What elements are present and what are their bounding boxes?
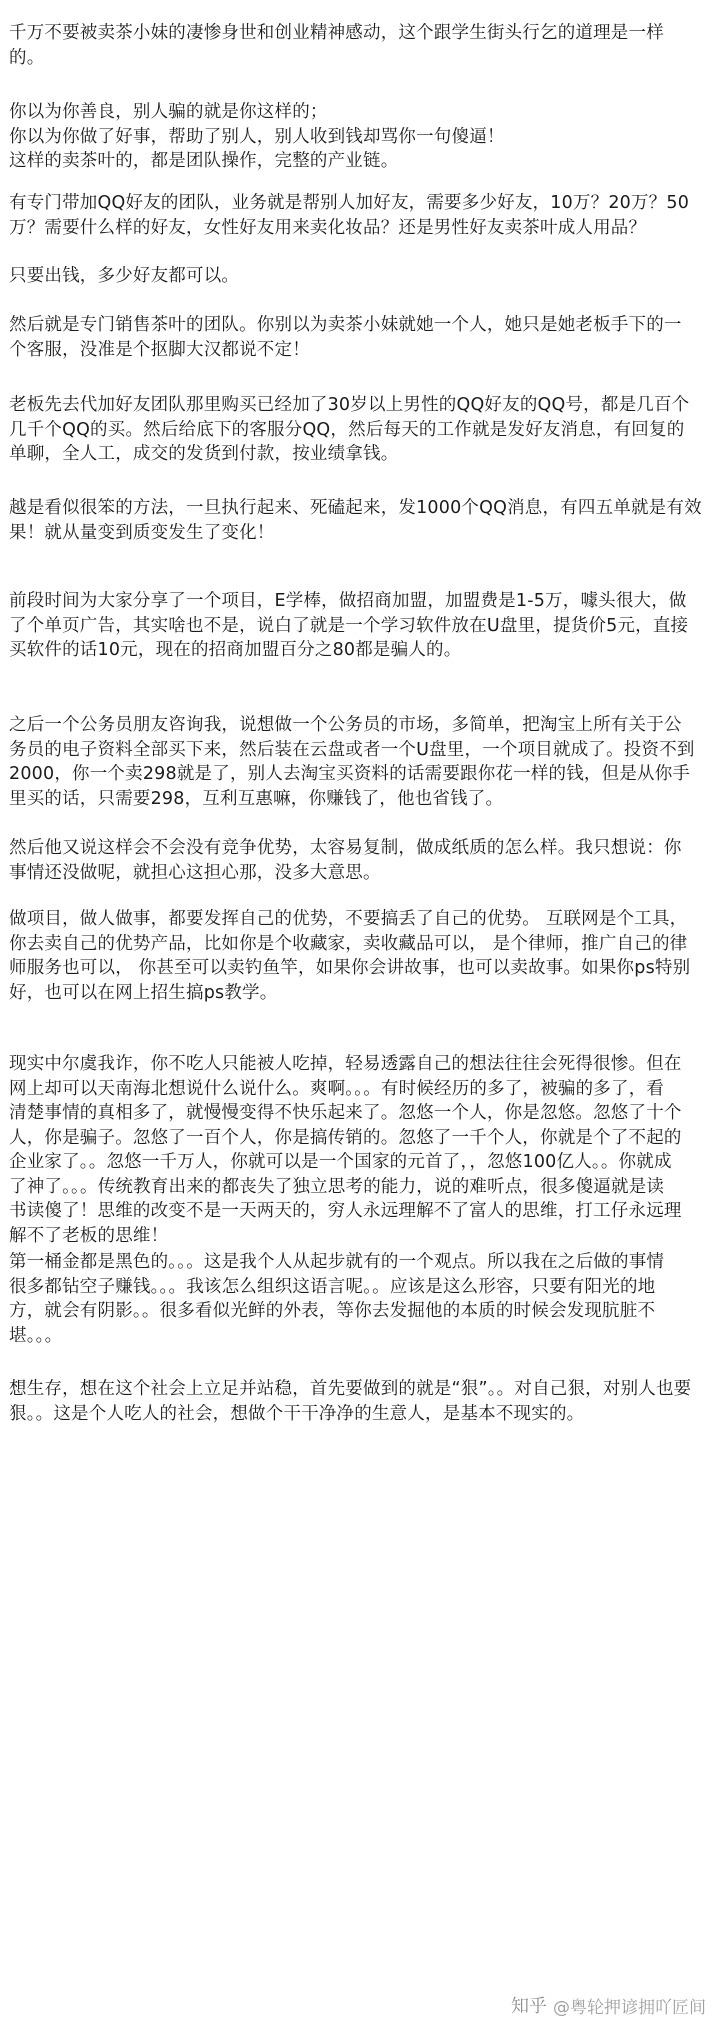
paragraph-14-line-1: 想生存，想在这个社会上立足并站稳，首先要做到的就是“狠”。。对自己狠，对别人也要 xyxy=(9,1379,692,1399)
paragraph-12-line-8: 解不了老板的思维！ xyxy=(9,1225,169,1246)
paragraph-13-line-1: 第一桶金都是黑色的。。。这是我个人从起步就有的一个观点。所以我在之后做的事情 xyxy=(9,1252,665,1272)
paragraph-6-line-3: 单聊，全人工，成交的发货到付款，按业绩拿钱。 xyxy=(9,444,399,464)
paragraph-5-line-1: 然后就是专门销售茶叶的团队。你别以为卖茶小妹就她一个人，她只是她老板手下的一 xyxy=(9,315,682,335)
paragraph-1-line-2: 的。 xyxy=(9,47,45,68)
watermark-author: @粤轮押谚拥吖匠间 xyxy=(553,1997,706,2018)
paragraph-13-line-2: 很多都钻空子赚钱。。。我该怎么组织这语言呢。。应该是这么形容，只要有阳光的地 xyxy=(9,1276,656,1297)
paragraph-12-line-3: 清楚事情的真相多了，就慢慢变得不快乐起来了。忽悠一个人，你是忽悠。忽悠了十个 xyxy=(9,1103,682,1123)
paragraph-11-line-2: 你去卖自己的优势产品，比如你是个收藏家，卖收藏品可以， 是个律师，推广自己的律 xyxy=(9,933,688,954)
paragraph-2-line-2: 你以为你做了好事，帮助了别人，别人收到钱却骂你一句傻逼！ xyxy=(9,126,505,147)
paragraph-10-line-2: 事情还没做呢，就担心这担心那，没多大意思。 xyxy=(9,862,381,883)
paragraph-12-line-2: 网上却可以天南海北想说什么说什么。爽啊。。。有时候经历的多了，被骗的多了，看 xyxy=(9,1078,665,1099)
paragraph-9-line-3: 2000，你一个卖298就是了，别人去淘宝买资料的话需要跟你花一样的钱，但是从你手 xyxy=(9,764,691,784)
paragraph-12-line-4: 人，你是骗子。忽悠了一百个人，你是搞传销的。忽悠了一千个人，你就是个了不起的 xyxy=(9,1127,682,1148)
paragraph-12-line-1: 现实中尔虞我诈，你不吃人只能被人吃掉，轻易透露自己的想法往往会死得很惨。但在 xyxy=(9,1054,682,1074)
paragraph-11-line-4: 好，也可以在网上招生搞ps教学。 xyxy=(9,982,278,1003)
paragraph-6-line-1: 老板先去代加好友团队那里购买已经加了30岁以上男性的QQ好友的QQ号，都是几百个 xyxy=(9,395,690,415)
paragraph-3-line-2: 万？需要什么样的好友，女性好友用来卖化妆品？还是男性好友卖茶叶成人用品？ xyxy=(9,217,647,238)
paragraph-6-line-2: 几千个QQ的买。然后给底下的客服分QQ，然后每天的工作就是发好友消息，有回复的 xyxy=(9,419,685,440)
paragraph-13-line-3: 方，就会有阴影。。很多看似光鲜的外表，等你去发掘他的本质的时候会发现肮脏不 xyxy=(9,1301,656,1321)
paragraph-7-line-1: 越是看似很笨的方法，一旦执行起来、死磕起来，发1000个QQ消息，有四五单就是有效 xyxy=(9,498,702,518)
paragraph-8-line-2: 了个单页广告，其实啥也不是，说白了就是一个学习软件放在U盘里，提货价5元，直接 xyxy=(9,615,689,636)
paragraph-8-line-3: 买软件的话10元，现在的招商加盟百分之80都是骗人的。 xyxy=(9,640,462,660)
paragraph-9-line-4: 里买的话，只需要298，互利互惠嘛，你赚钱了，他也省钱了。 xyxy=(9,788,504,809)
paragraph-2-line-1: 你以为你善良，别人骗的就是你这样的； xyxy=(9,102,328,122)
paragraph-2-line-3: 这样的卖茶叶的，都是团队操作，完整的产业链。 xyxy=(9,151,399,171)
paragraph-7-line-2: 果！就从量变到质变发生了变化！ xyxy=(9,522,275,543)
paragraph-5-line-2: 个客服，没准是个抠脚大汉都说不定！ xyxy=(9,339,310,360)
zhihu-logo-text: 知乎 xyxy=(511,1996,547,2017)
paragraph-11-line-3: 师服务也可以， 你甚至可以卖钓鱼竿，如果你会讲故事，也可以卖故事。如果你ps特别 xyxy=(9,958,691,978)
paragraph-9-line-2: 务员的电子资料全部买下来，然后装在云盘或者一个U盘里，一个项目就成了。投资不到 xyxy=(9,739,695,760)
watermark xyxy=(511,1992,706,2018)
paragraph-11-line-1: 做项目，做人做事，都要发挥自己的优势，不要搞丢了自己的优势。 互联网是个工具， xyxy=(9,909,688,929)
paragraph-4-line-1: 只要出钱，多少好友都可以。 xyxy=(9,266,240,286)
paragraph-12-line-5: 企业家了。。忽悠一千万人，你就可以是一个国家的元首了，，忽悠100亿人。。你就成 xyxy=(9,1152,672,1172)
paragraph-1-line-1: 千万不要被卖茶小妹的凄惨身世和创业精神感动，这个跟学生街头行乞的道理是一样 xyxy=(9,23,664,43)
paragraph-12-line-6: 了神了。。。传统教育出来的都丧失了独立思考的能力，说的难听点，很多傻逼就是读 xyxy=(9,1176,665,1197)
paragraph-3-line-1: 有专门带加QQ好友的团队，业务就是帮别人加好友，需要多少好友，10万？20万？50 xyxy=(9,193,690,213)
paragraph-10-line-1: 然后他又说这样会不会没有竞争优势，太容易复制，做成纸质的怎么样。我只想说：你 xyxy=(9,838,682,858)
paragraph-13-line-4: 堪。。。 xyxy=(9,1325,63,1346)
paragraph-9-line-1: 之后一个公务员朋友咨询我，说想做一个公务员的市场，多简单，把淘宝上所有关于公 xyxy=(9,715,682,735)
paragraph-14-line-2: 狠。。这是个人吃人的社会，想做个干干净净的生意人，是基本不现实的。 xyxy=(9,1403,585,1424)
paragraph-12-line-7: 书读傻了！思维的改变不是一天两天的，穷人永远理解不了富人的思维，打工仔永远理 xyxy=(9,1201,682,1221)
paragraph-8-line-1: 前段时间为大家分享了一个项目，E学棒，做招商加盟，加盟费是1-5万，噱头很大，做 xyxy=(9,591,687,611)
